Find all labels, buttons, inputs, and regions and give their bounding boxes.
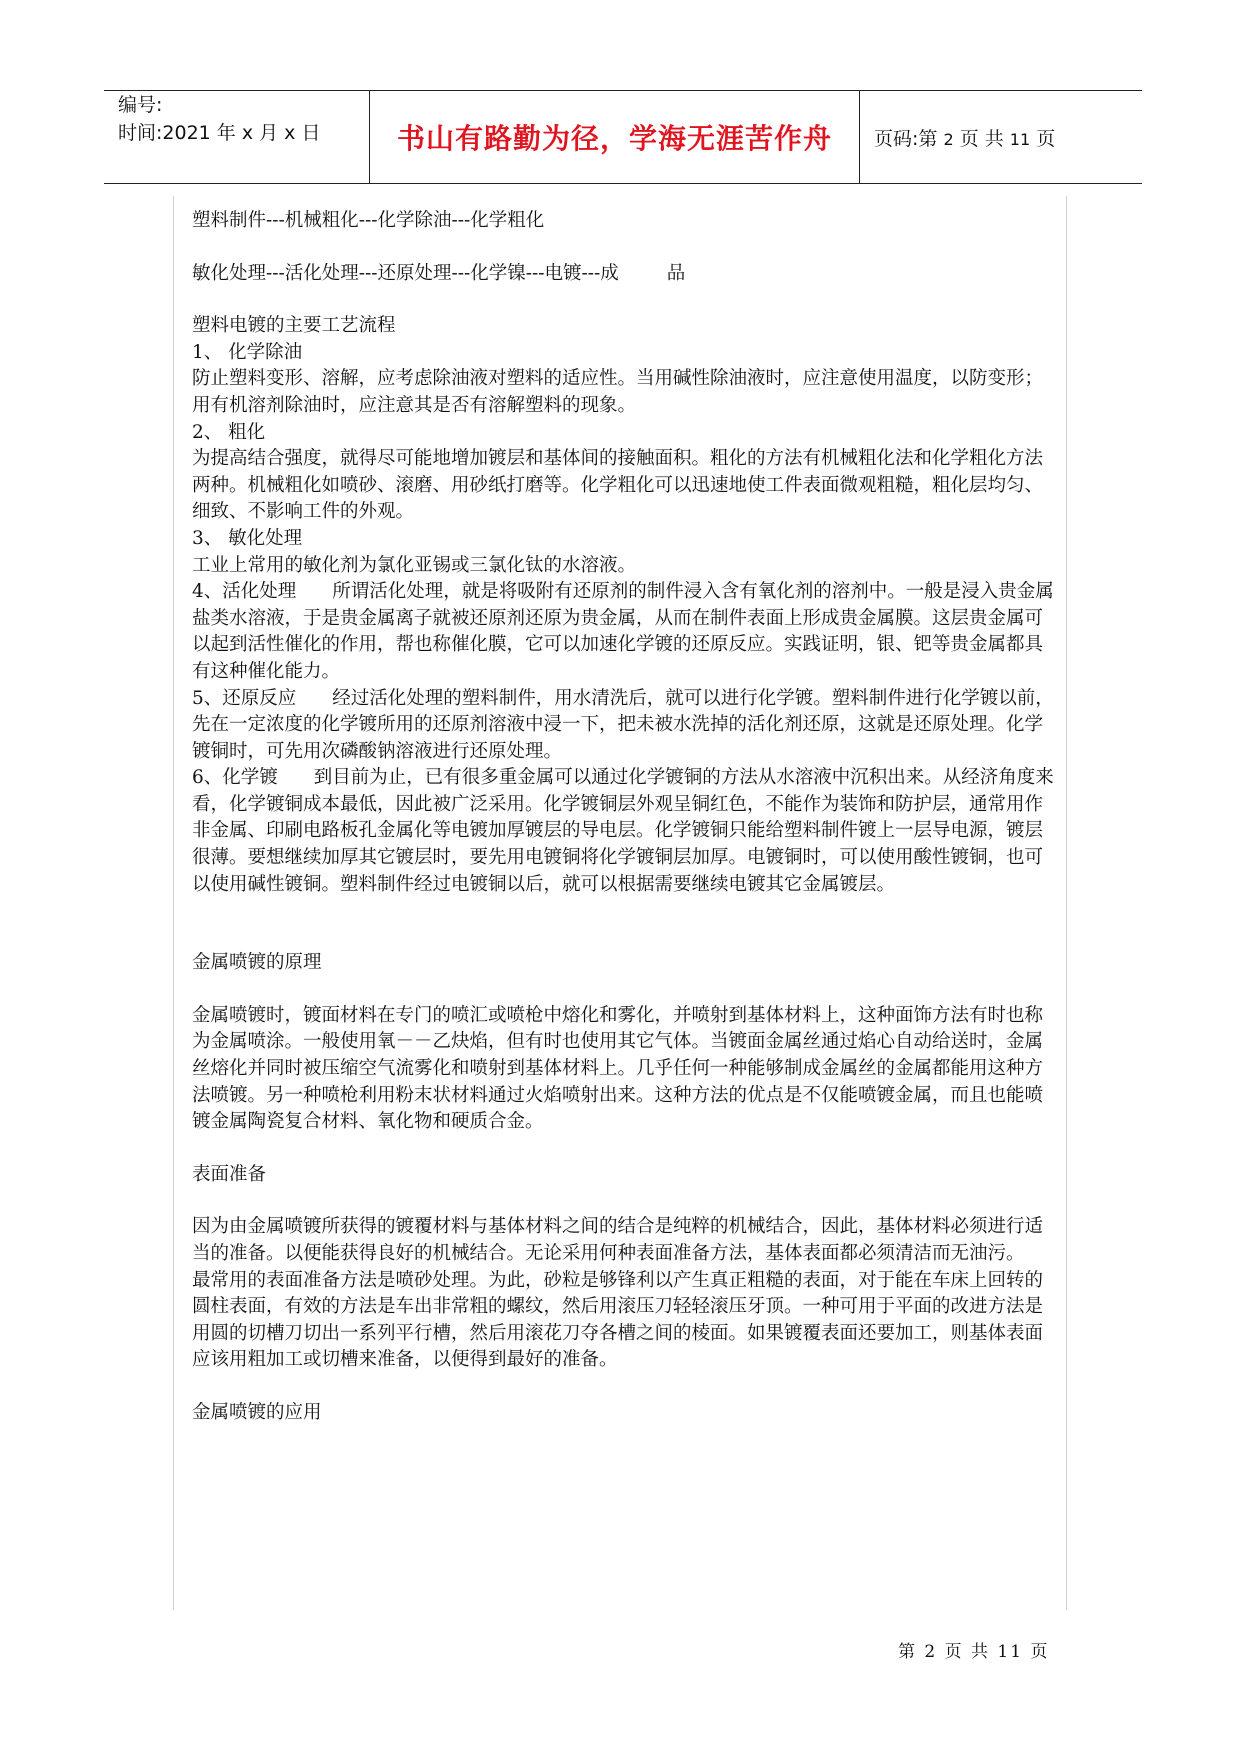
header-motto-cell: [370, 91, 860, 183]
process-flow-line-1: 塑料制件---机械粗化---化学除油---化学粗化: [192, 210, 545, 231]
process-flow-line-2: 敏化处理---活化处理---还原处理---化学镍---电镀---成 品: [192, 262, 686, 284]
page-header: [104, 90, 1142, 184]
paragraph: 防止塑料变形、溶解，应考虑除油液对塑料的适应性。当用碱性除油液时，应注意使用温度，以防变形；用有机溶剂除油时，应注意其是否有溶解塑料的现象。: [192, 368, 1044, 416]
header-info-cell: [104, 91, 370, 183]
list-item-title: 1、 化学除油: [192, 341, 303, 363]
list-item-title: 3、 敏化处理: [192, 527, 303, 549]
section-title: 塑料电镀的主要工艺流程: [192, 315, 396, 337]
list-item-title: 2、 粗化: [192, 421, 266, 443]
header-page-total: 11: [1009, 129, 1031, 149]
list-item: 5、还原反应 经过活化处理的塑料制件，用水清洗后，就可以进行化学镀。塑料制件进行化学镀以前，先在一定浓度的化学镀所用的还原剂溶液中浸一下，把未被水洗掉的活化剂还原，这就是还原处理。化学镀铜时，可先用次磷酸钠溶液进行还原处理。: [192, 687, 1054, 762]
paragraph: 因为由金属喷镀所获得的镀覆材料与基体材料之间的结合是纯粹的机械结合，因此，基体材料必须进行适当的准备。以便能获得良好的机械结合。无论采用何种表面准备方法，基体表面都必须清洁而无油污。: [192, 1216, 1044, 1264]
section-title: 表面准备: [192, 1163, 267, 1185]
header-page-number: 页码:第 2 页 共 11 页: [874, 127, 1056, 150]
document-body: [192, 208, 1060, 1427]
header-page-current: 2: [943, 129, 954, 149]
header-motto: 书山有路勤为径，学海无涯苦作舟: [396, 122, 832, 155]
document-time-label: 时间:2021 年 x 月 x 日: [118, 122, 321, 144]
list-item: 6、化学镀 到目前为止，已有很多重金属可以通过化学镀铜的方法从水溶液中沉积出来。从经济角度来看，化学镀铜成本最低，因此被广泛采用。化学镀铜层外观呈铜红色，不能作为装饰和防护层，通常用作非金属、印刷电路板孔金属化等电镀加厚镀层的导电层。化学镀铜只能给塑料制件镀上一层导电源，镀层很薄。要想继续加厚其它镀层时，要先用电镀铜将化学镀铜层加厚。电镀铜时，可以使用酸性镀铜，也可以使用碱性镀铜。塑料制件经过电镀铜以后，就可以根据需要继续电镀其它金属镀层。: [192, 767, 1054, 895]
paragraph: 金属喷镀时，镀面材料在专门的喷汇或喷枪中熔化和雾化，并喷射到基体材料上，这种面饰方法有时也称为金属喷涂。一般使用氧－－乙炔焰，但有时也使用其它气体。当镀面金属丝通过焰心自动给送时，金属丝熔化并同时被压缩空气流雾化和喷射到基体材料上。几乎任何一种能够制成金属丝的金属都能用这种方法喷镀。另一种喷枪利用粉末状材料通过火焰喷射出来。这种方法的优点是不仅能喷镀金属，而且也能喷镀金属陶瓷复合材料、氧化物和硬质合金。: [192, 1004, 1044, 1133]
section-title: 金属喷镀的原理: [192, 952, 322, 974]
paragraph: 最常用的表面准备方法是喷砂处理。为此，砂粒是够锋利以产生真正粗糙的表面，对于能在车床上回转的圆柱表面，有效的方法是车出非常粗的螺纹，然后用滚压刀轻轻滚压牙顶。一种可用于平面的改进方法是用圆的切槽刀切出一系列平行槽，然后用滚花刀夺各槽之间的棱面。如果镀覆表面还要加工，则基体表面应该用粗加工或切槽来准备，以便得到最好的准备。: [192, 1269, 1044, 1371]
list-item: 4、活化处理 所谓活化处理，就是将吸附有还原剂的制件浸入含有氧化剂的溶剂中。一般是浸入贵金属盐类水溶液，于是贵金属离子就被还原剂还原为贵金属，从而在制件表面上形成贵金属膜。这层贵金属可以起到活性催化的作用，帮也称催化膜，它可以加速化学镀的还原反应。实践证明，银、钯等贵金属都具有这种催化能力。: [192, 581, 1054, 682]
section-title: 金属喷镀的应用: [192, 1401, 322, 1423]
document-number-label: 编号:: [118, 94, 163, 116]
paragraph: 工业上常用的敏化剂为氯化亚锡或三氯化钛的水溶液。: [192, 554, 637, 576]
page-footer: 第 2 页 共 11 页: [898, 1642, 1050, 1662]
paragraph: 为提高结合强度，就得尽可能地增加镀层和基体间的接触面积。粗化的方法有机械粗化法和化学粗化方法两种。机械粗化如喷砂、滚磨、用砂纸打磨等。化学粗化可以迅速地使工件表面微观粗糙，粗化层均匀、细致、不影响工件的外观。: [192, 448, 1044, 523]
header-page-cell: [860, 91, 1142, 183]
